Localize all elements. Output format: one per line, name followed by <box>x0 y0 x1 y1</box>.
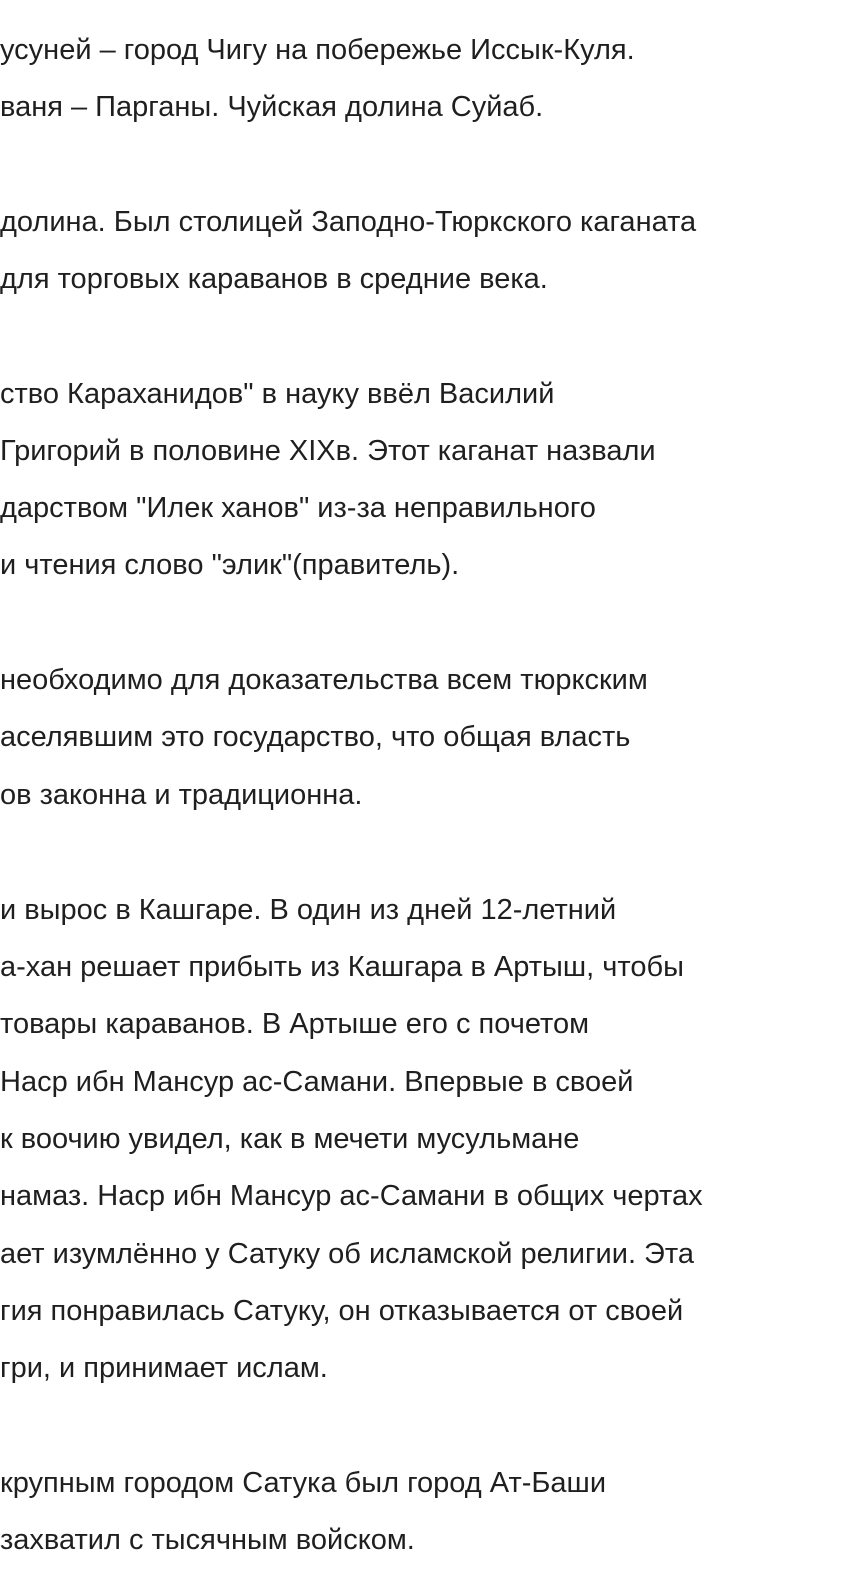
text-line: к воочию увидел, как в мечети мусульмане <box>0 1123 580 1155</box>
text-line: и чтения слово "элик"(правитель). <box>0 549 460 581</box>
text-line: гри, и принимает ислам. <box>0 1352 328 1384</box>
text-line: и вырос в Кашгаре. В один из дней 12-летний <box>0 894 617 926</box>
text-line: Наср ибн Мансур ас-Самани. Впервые в своей <box>0 1066 634 1098</box>
text-line: необходимо для доказательства всем тюркским <box>0 664 648 696</box>
text-line: намаз. Наср ибн Мансур ас-Самани в общих чертах <box>0 1180 703 1212</box>
text-line: дарством "Илек ханов" из-за неправильного <box>0 492 596 524</box>
text-line: товары караванов. В Артыше его с почетом <box>0 1008 590 1040</box>
text-line: ство Караханидов" в науку ввёл Василий <box>0 378 555 410</box>
text-line: долина. Был столицей Заподно-Тюркского каганата <box>0 206 697 238</box>
text-line: усуней – город Чигу на побережье Иссык-Куля. <box>0 34 635 66</box>
text-line: аселявшим это государство, что общая власть <box>0 721 631 753</box>
text-line: захватил с тысячным войском. <box>0 1524 415 1556</box>
text-line: ваня – Парганы. Чуйская долина Суйаб. <box>0 91 544 123</box>
text-line: а-хан решает прибыть из Кашгара в Артыш, чтобы <box>0 951 684 983</box>
text-line: крупным городом Сатука был город Ат-Баши <box>0 1467 607 1499</box>
text-line: Григорий в половине XIXв. Этот каганат назвали <box>0 435 656 467</box>
text-line: гия понравилась Сатуку, он отказывается от своей <box>0 1295 684 1327</box>
text-line: ов законна и традиционна. <box>0 779 363 811</box>
text-line: для торговых караванов в средние века. <box>0 263 548 295</box>
text-line: ает изумлённо у Сатуку об исламской религии. Эта <box>0 1238 694 1270</box>
